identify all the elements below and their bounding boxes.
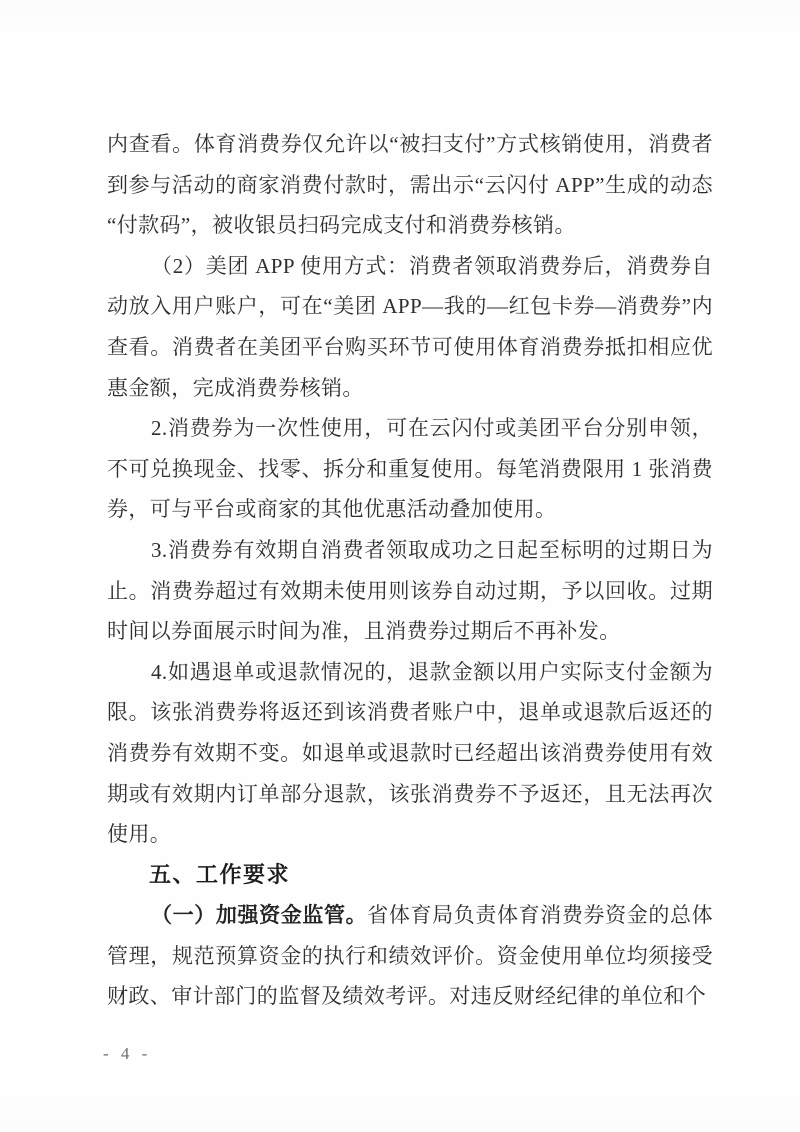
- paragraph-unionpay-usage: 内查看。体育消费券仅允许以“被扫支付”方式核销使用，消费者到参与活动的商家消费付款时，需出示“云闪付 APP”生成的动态“付款码”，被收银员扫码完成支付和消费券核销。: [107, 132, 713, 238]
- paragraph-refund-rule: 4.如遇退单或退款情况的，退款金额以用户实际支付金额为限。该张消费券将返还到该消费者账户中，退单或退款后返还的消费券有效期不变。如退单或退款时已经超出该消费券使用有效期或有效期内订单部分退款，该张消费券不予返还，且无法再次使用。: [107, 659, 713, 847]
- page-number: - 4 -: [103, 1044, 152, 1063]
- document-body: [107, 124, 713, 1017]
- paragraph-single-use-rule: 2.消费券为一次性使用，可在云闪付或美团平台分别申领，不可兑换现金、找零、拆分和重复使用。每笔消费限用 1 张消费券，可与平台或商家的其他优惠活动叠加使用。: [107, 416, 713, 522]
- paragraph-validity-period: 3.消费券有效期自消费者领取成功之日起至标明的过期日为止。消费券超过有效期未使用则该券自动过期，予以回收。过期时间以券面展示时间为准，且消费券过期后不再补发。: [107, 537, 713, 644]
- paragraph-fund-supervision-body: 省体育局负责体育消费券资金的总体管理，规范预算资金的执行和绩效评价。资金使用单位均须接受财政、审计部门的监督及绩效考评。对违反财经纪律的单位和个: [107, 903, 714, 1009]
- paragraph-meituan-app-usage: （2）美团 APP 使用方式：消费者领取消费券后，消费券自动放入用户账户，可在“美团 APP—我的—红包卡券—消费券”内查看。消费者在美团平台购买环节可使用体育消费券抵扣相应优惠金额，完成消费券核销。: [107, 253, 713, 400]
- section-heading-work-requirements: 五、工作要求: [149, 861, 291, 887]
- paragraph-fund-supervision-lead: （一）加强资金监管。: [151, 903, 368, 928]
- paragraph-fund-supervision: [107, 895, 713, 1017]
